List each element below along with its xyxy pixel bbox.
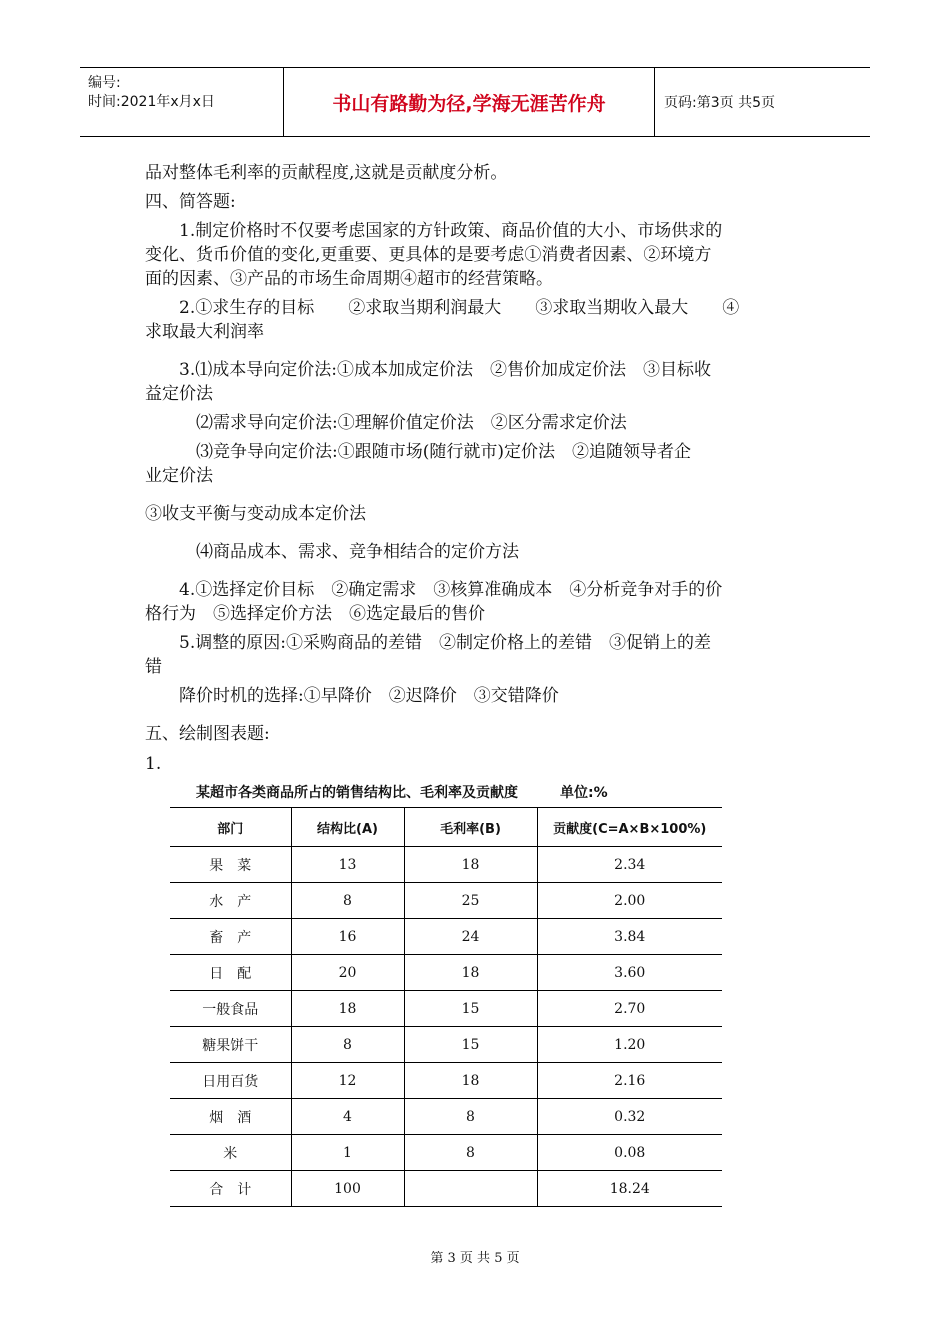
cell-gross-margin: 8 [404,1099,537,1135]
page-indicator: 页码:第3页 共5页 [664,95,775,111]
text-line: 3.⑴成本导向定价法:①成本加成定价法 ②售价加成定价法 ③目标收 [145,360,711,380]
cell-structure-ratio: 16 [291,919,404,955]
cell-department: 日用百货 [170,1063,291,1099]
table-row [170,991,722,1027]
text-line: 降价时机的选择:①早降价 ②迟降价 ③交错降价 [145,686,559,706]
column-header: 部门 [170,808,291,847]
cell-department: 果 菜 [170,847,291,883]
cell-department: 日 配 [170,955,291,991]
cell-structure-ratio: 18 [291,991,404,1027]
cell-department: 一般食品 [170,991,291,1027]
cell-gross-margin: 18 [404,1063,537,1099]
table-row [170,847,722,883]
cell-contribution: 3.60 [537,955,722,991]
cell-contribution: 3.84 [537,919,722,955]
cell-contribution: 18.24 [537,1171,722,1207]
text-line: 4.①选择定价目标 ②确定需求 ③核算准确成本 ④分析竞争对手的价 [145,580,723,600]
table-row [170,1027,722,1063]
cell-contribution: 2.34 [537,847,722,883]
cell-structure-ratio: 8 [291,1027,404,1063]
cell-contribution: 2.70 [537,991,722,1027]
cell-department: 合 计 [170,1171,291,1207]
cell-gross-margin: 15 [404,991,537,1027]
cell-gross-margin: 15 [404,1027,537,1063]
text-line: 面的因素、③产品的市场生命周期④超市的经营策略。 [145,269,553,289]
table-row [170,883,722,919]
column-header: 贡献度(C=A×B×100%) [537,808,722,847]
cell-contribution: 2.16 [537,1063,722,1099]
cell-gross-margin: 25 [404,883,537,919]
text-line: 2.①求生存的目标 ②求取当期利润最大 ③求取当期收入最大 ④ [145,298,740,318]
cell-gross-margin: 18 [404,955,537,991]
cell-department: 米 [170,1135,291,1171]
text-line: 格行为 ⑤选择定价方法 ⑥选定最后的售价 [145,604,485,624]
cell-department: 烟 酒 [170,1099,291,1135]
cell-department: 水 产 [170,883,291,919]
text-line: 变化、货币价值的变化,更重要、更具体的是要考虑①消费者因素、②环境方 [145,245,712,265]
cell-structure-ratio: 8 [291,883,404,919]
table-header-row [170,808,722,847]
section-heading: 五、绘制图表题: [145,724,270,744]
cell-structure-ratio: 12 [291,1063,404,1099]
section-heading: 四、简答题: [145,192,236,212]
header-info-cell [80,68,284,136]
cell-gross-margin: 8 [404,1135,537,1171]
table-row [170,1135,722,1171]
table-total-row [170,1171,722,1207]
table-row [170,1063,722,1099]
table-row [170,955,722,991]
cell-structure-ratio: 20 [291,955,404,991]
cell-structure-ratio: 1 [291,1135,404,1171]
text-line: ⑷商品成本、需求、竞争相结合的定价方法 [145,542,519,562]
text-line: 益定价法 [145,384,213,404]
text-line: 1.制定价格时不仅要考虑国家的方针政策、商品价值的大小、市场供求的 [145,221,723,241]
cell-structure-ratio: 13 [291,847,404,883]
cell-department: 糖果饼干 [170,1027,291,1063]
cell-gross-margin: 18 [404,847,537,883]
cell-department: 畜 产 [170,919,291,955]
cell-gross-margin [404,1171,537,1207]
cell-contribution: 0.32 [537,1099,722,1135]
table-row [170,919,722,955]
column-header: 结构比(A) [291,808,404,847]
cell-contribution: 0.08 [537,1135,722,1171]
text-line: ③收支平衡与变动成本定价法 [145,504,366,524]
text-line: 业定价法 [145,466,213,486]
motto: 书山有路勤为径,学海无涯苦作舟 [284,68,655,136]
cell-contribution: 2.00 [537,883,722,919]
text-line: ⑵需求导向定价法:①理解价值定价法 ②区分需求定价法 [145,413,627,433]
number-label: 编号: [88,75,121,91]
text-line: 品对整体毛利率的贡献程度,这就是贡献度分析。 [145,163,508,183]
text-line: 5.调整的原因:①采购商品的差错 ②制定价格上的差错 ③促销上的差 [145,633,711,653]
cell-contribution: 1.20 [537,1027,722,1063]
cell-structure-ratio: 100 [291,1171,404,1207]
text-line: 错 [145,657,162,677]
contribution-table [170,807,722,1207]
cell-structure-ratio: 4 [291,1099,404,1135]
text-line: 求取最大利润率 [145,322,264,342]
page-header [80,67,870,137]
table-caption: 某超市各类商品所占的销售结构比、毛利率及贡献度 单位:% [196,785,608,801]
time-label: 时间:2021年x月x日 [88,94,215,110]
table-row [170,1099,722,1135]
item-number: 1. [145,754,162,774]
page-footer: 第 3 页 共 5 页 [430,1251,520,1266]
text-line: ⑶竞争导向定价法:①跟随市场(随行就市)定价法 ②追随领导者企 [145,442,691,462]
column-header: 毛利率(B) [404,808,537,847]
cell-gross-margin: 24 [404,919,537,955]
